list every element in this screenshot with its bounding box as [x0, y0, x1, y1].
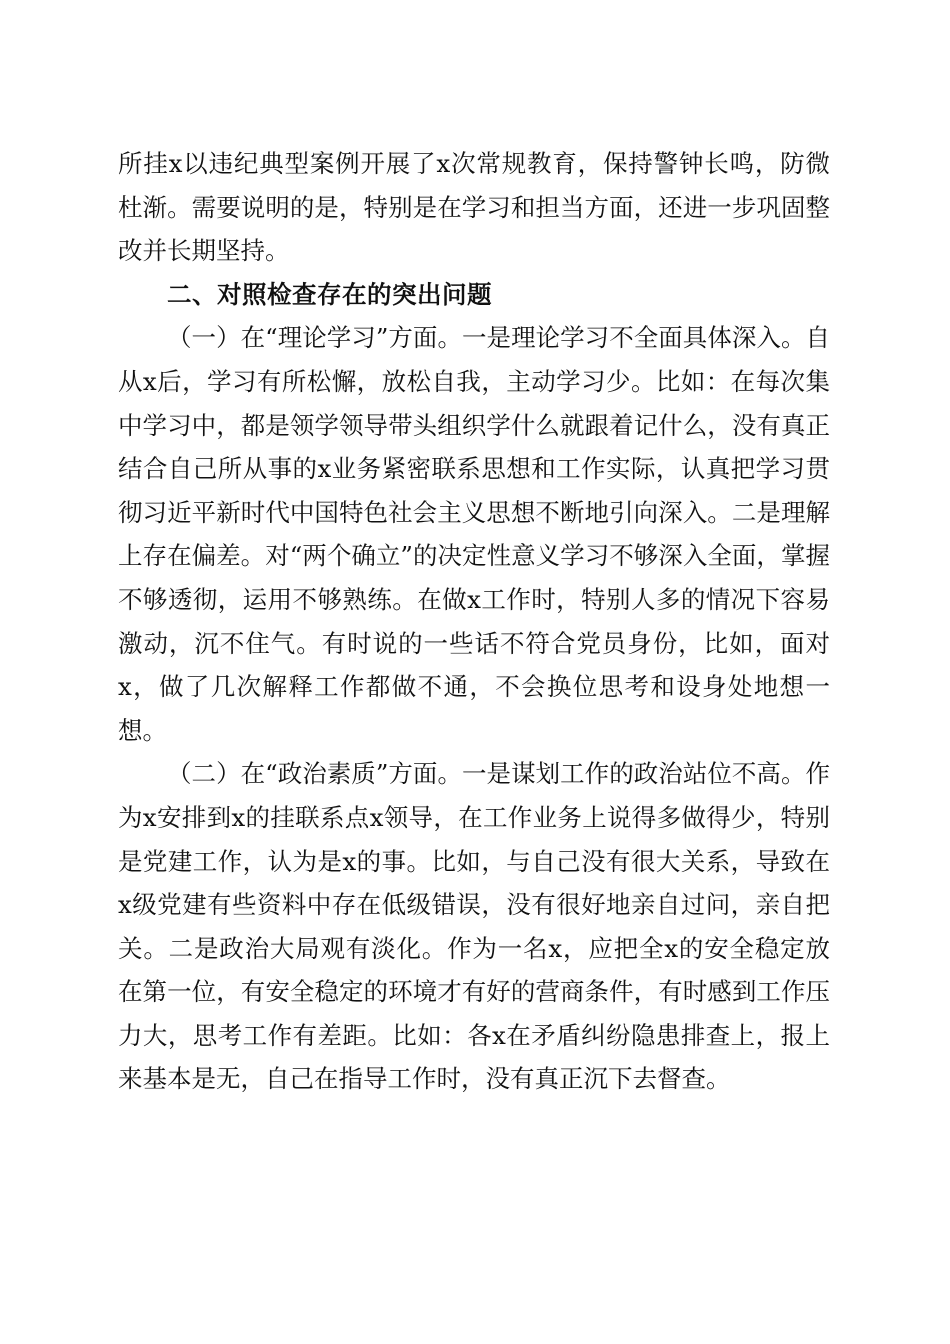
section-political-quality: （二）在“政治素质”方面。一是谋划工作的政治站位不高。作为x安排到x的挂联系点x领导，在工作业务上说得多做得少，特别是党建工作，认为是x的事。比如，与自己没有很大关系，导致在x级党建有些资料中存在低级错误，没有很好地亲自过问，亲自把关。二是政治大局观有淡化。作为一名x，应把全x的安全稳定放在第一位，有安全稳定的环境才有好的营商条件，有时感到工作压力大，思考工作有差距。比如：各x在矛盾纠纷隐患排查上，报上来基本是无，自己在指导工作时，没有真正沉下去督查。	[118, 759, 830, 1094]
section-theory-study: （一）在“理论学习”方面。一是理论学习不全面具体深入。自从x后，学习有所松懈，放松自我，主动学习少。比如：在每次集中学习中，都是领学领导带头组织学什么就跟着记什么，没有真正结合自己所从事的x业务紧密联系思想和工作实际，认真把学习贯彻习近平新时代中国特色社会主义思想不断地引向深入。二是理解上存在偏差。对“两个确立”的决定性意义学习不够深入全面，掌握不够透彻，运用不够熟练。在做x工作时，特别人多的情况下容易激动，沉不住气。有时说的一些话不符合党员身份，比如，面对x，做了几次解释工作都做不通，不会换位思考和设身处地想一想。	[118, 323, 830, 745]
document-page	[118, 142, 830, 1101]
intro-paragraph: 所挂x以违纪典型案例开展了x次常规教育，保持警钟长鸣，防微杜渐。需要说明的是，特别是在学习和担当方面，还进一步巩固整改并长期坚持。	[118, 149, 830, 266]
section-heading: 二、对照检查存在的突出问题	[167, 279, 492, 309]
